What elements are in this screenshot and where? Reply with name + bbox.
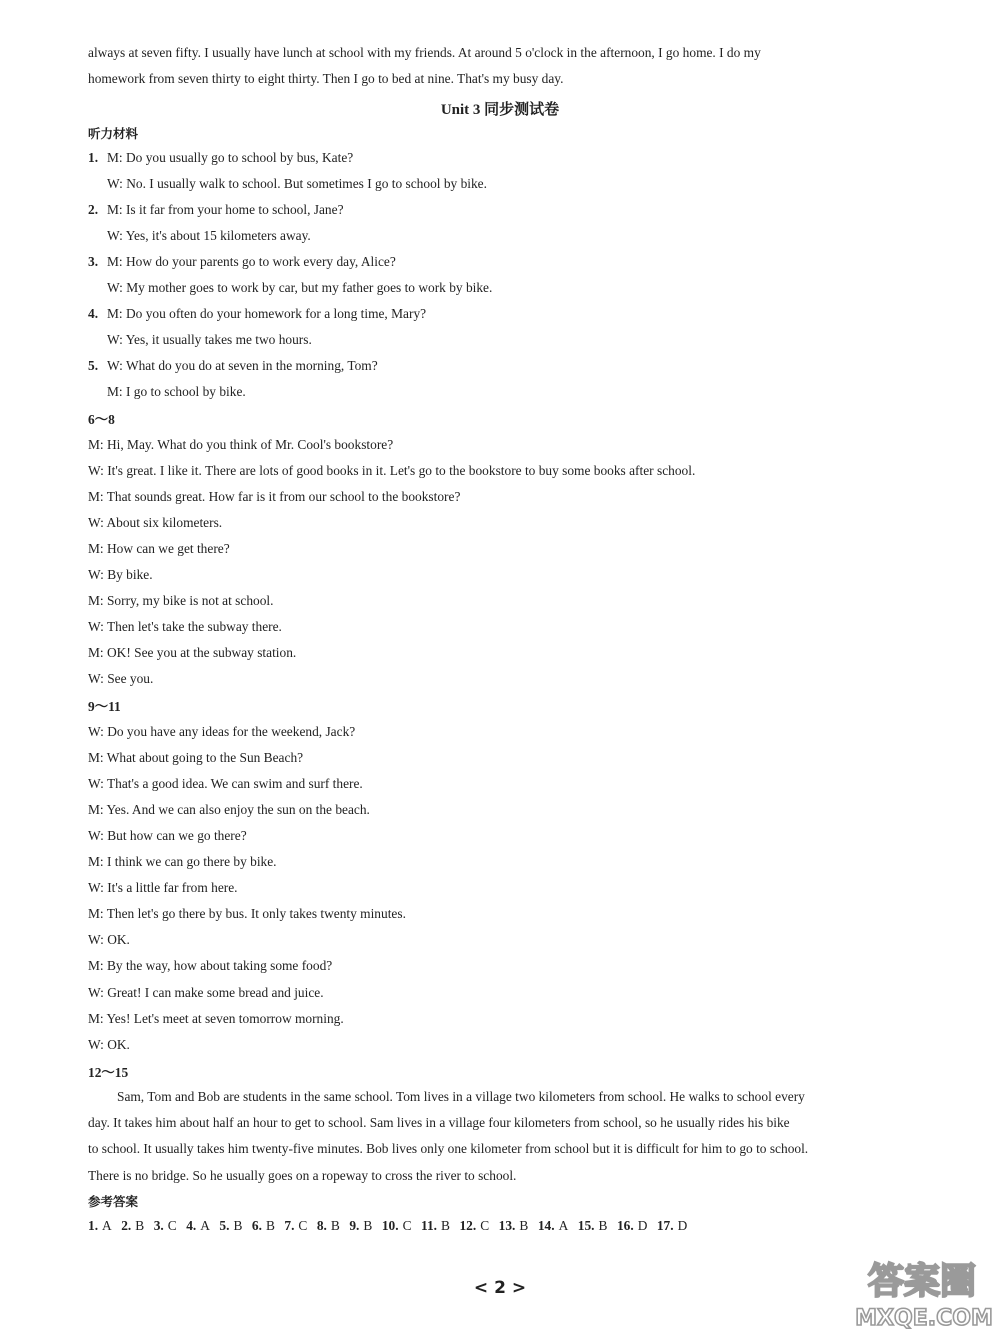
answer-number: 12.	[459, 1218, 477, 1233]
dialogue-number: 4.	[88, 306, 99, 321]
answer-number: 4.	[186, 1218, 197, 1233]
answer-item	[657, 1218, 687, 1234]
answer-number: 1.	[88, 1218, 99, 1233]
answer-item	[186, 1218, 210, 1234]
answer-item	[121, 1218, 144, 1234]
answer-item	[578, 1218, 608, 1234]
dialogue-3-line-2: W: My mother goes to work by car, but my father goes to work by bike.	[107, 280, 493, 295]
dialogue-text: M: Do you usually go to school by bus, Kate?	[107, 150, 354, 165]
watermark-logo	[854, 1247, 994, 1333]
section-9-11-line: M: What about going to the Sun Beach?	[88, 750, 304, 765]
answer-choice: B	[265, 1218, 275, 1233]
section-9-11-line: M: Then let's go there by bus. It only takes twenty minutes.	[88, 906, 406, 921]
section-9-11-line: W: It's a little far from here.	[88, 880, 238, 895]
section-9-11-line: W: That's a good idea. We can swim and surf there.	[88, 776, 363, 791]
answer-item	[459, 1218, 489, 1234]
section-9-11-label: 9～11	[88, 699, 121, 714]
answer-choice: A	[558, 1218, 569, 1233]
section-6-8-line: W: It's great. I like it. There are lots of good books in it. Let's go to the bookstore to buy some books after school.	[88, 463, 696, 478]
dialogue-text: M: Is it far from your home to school, Jane?	[107, 202, 344, 217]
section-9-11-line: W: Do you have any ideas for the weekend, Jack?	[88, 724, 356, 739]
section-9-11-line: M: By the way, how about taking some food?	[88, 958, 333, 973]
answer-item	[349, 1218, 372, 1234]
answer-number: 17.	[656, 1218, 674, 1233]
answer-item	[382, 1218, 412, 1234]
section-9-11-line: W: OK.	[88, 932, 130, 947]
section-6-8-label: 6～8	[88, 412, 115, 427]
passage-line: to school. It usually takes him twenty-five minutes. Bob lives only one kilometer from school but it is difficult for him to go to school.	[88, 1141, 809, 1156]
answer-choice: A	[102, 1218, 112, 1233]
dialogue-4-line-2: W: Yes, it usually takes me two hours.	[107, 332, 312, 347]
intro-line-1: always at seven fifty. I usually have lunch at school with my friends. At around 5 o'clock in the afternoon, I go home. I do my	[88, 45, 761, 60]
passage-line: day. It takes him about half an hour to get to school. Sam lives in a village four kilometers from school, so he usually rides his bike	[88, 1115, 790, 1130]
answer-item	[538, 1218, 568, 1234]
answer-number: 13.	[498, 1218, 516, 1233]
passage-line: There is no bridge. So he usually goes on a ropeway to cross the river to school.	[88, 1168, 517, 1183]
dialogue-3-line-1	[88, 253, 396, 271]
answer-number: 16.	[616, 1218, 634, 1233]
answer-number: 11.	[421, 1218, 438, 1233]
section-6-8-line: W: By bike.	[88, 567, 153, 582]
section-6-8-line: W: Then let's take the subway there.	[88, 619, 282, 634]
dialogue-1-line-2: W: No. I usually walk to school. But sometimes I go to school by bike.	[107, 176, 487, 191]
answer-item	[617, 1218, 647, 1234]
dialogue-5-line-1	[88, 357, 378, 375]
dialogue-number: 2.	[88, 202, 99, 217]
section-9-11-line: W: Great! I can make some bread and juice.	[88, 985, 324, 1000]
dialogue-2-line-2: W: Yes, it's about 15 kilometers away.	[107, 228, 311, 243]
section-6-8-line: W: See you.	[88, 671, 154, 686]
section-9-11-line: M: Yes. And we can also enjoy the sun on the beach.	[88, 802, 370, 817]
dialogue-text: W: What do you do at seven in the morning, Tom?	[107, 358, 378, 373]
answer-number: 15.	[577, 1218, 595, 1233]
answer-choice: B	[363, 1218, 373, 1233]
answer-choice: A	[200, 1218, 210, 1233]
page-number: < 2 >	[473, 1278, 527, 1298]
answer-choice: B	[233, 1218, 243, 1233]
dialogue-1-line-1	[88, 149, 353, 167]
answer-choice: C	[402, 1218, 412, 1233]
answer-choice: D	[637, 1218, 648, 1233]
answer-choice: B	[598, 1218, 608, 1233]
answer-number: 8.	[316, 1218, 327, 1233]
dialogue-4-line-1	[88, 305, 426, 323]
section-12-15-label: 12～15	[88, 1065, 129, 1080]
listening-heading: 听力材料	[88, 126, 139, 141]
answer-item	[219, 1218, 242, 1234]
answer-choice: C	[298, 1218, 308, 1233]
watermark-top-text: 答案圈	[867, 1261, 977, 1302]
section-9-11-line: W: But how can we go there?	[88, 828, 247, 843]
answer-choice: B	[519, 1218, 529, 1233]
section-6-8-line: M: Sorry, my bike is not at school.	[88, 593, 274, 608]
answer-item	[284, 1218, 307, 1234]
dialogue-number: 5.	[88, 358, 99, 373]
answer-item	[154, 1218, 177, 1234]
answer-item	[252, 1218, 275, 1234]
answer-number: 3.	[153, 1218, 164, 1233]
dialogue-number: 1.	[88, 150, 99, 165]
intro-line-2: homework from seven thirty to eight thirty. Then I go to bed at nine. That's my busy day.	[88, 71, 564, 86]
watermark-bottom-text: MXQE.COM	[855, 1306, 993, 1331]
passage-line: Sam, Tom and Bob are students in the same school. Tom lives in a village two kilometers from school. He walks to school every	[117, 1089, 805, 1104]
dialogue-5-line-2: M: I go to school by bike.	[107, 384, 246, 399]
section-6-8-line: M: That sounds great. How far is it from our school to the bookstore?	[88, 489, 461, 504]
section-6-8-line: W: About six kilometers.	[88, 515, 223, 530]
answer-number: 2.	[121, 1218, 132, 1233]
answer-choice: B	[441, 1218, 450, 1233]
answer-number: 6.	[251, 1218, 262, 1233]
dialogue-text: M: Do you often do your homework for a long time, Mary?	[107, 306, 427, 321]
answer-number: 5.	[219, 1218, 230, 1233]
answer-choice: C	[167, 1218, 177, 1233]
answers-heading: 参考答案	[88, 1194, 139, 1209]
answer-number: 10.	[381, 1218, 399, 1233]
answer-item	[317, 1218, 340, 1234]
section-6-8-line: M: How can we get there?	[88, 541, 230, 556]
dialogue-2-line-1	[88, 201, 344, 219]
section-6-8-line: M: Hi, May. What do you think of Mr. Cool's bookstore?	[88, 437, 394, 452]
answer-item	[421, 1218, 450, 1234]
answer-key	[88, 1218, 697, 1234]
unit-title: Unit 3 同步测试卷	[440, 102, 560, 118]
dialogue-text: M: How do your parents go to work every day, Alice?	[107, 254, 396, 269]
answer-number: 7.	[284, 1218, 295, 1233]
section-9-11-line: M: Yes! Let's meet at seven tomorrow morning.	[88, 1011, 344, 1026]
section-9-11-line: W: OK.	[88, 1037, 130, 1052]
dialogue-number: 3.	[88, 254, 99, 269]
section-9-11-line: M: I think we can go there by bike.	[88, 854, 277, 869]
answer-item	[499, 1218, 529, 1234]
answer-item	[88, 1218, 112, 1234]
answer-choice: C	[480, 1218, 490, 1233]
answer-number: 9.	[349, 1218, 360, 1233]
answer-choice: D	[677, 1218, 688, 1233]
answer-choice: B	[135, 1218, 145, 1233]
answer-number: 14.	[537, 1218, 555, 1233]
answer-choice: B	[330, 1218, 340, 1233]
section-6-8-line: M: OK! See you at the subway station.	[88, 645, 297, 660]
